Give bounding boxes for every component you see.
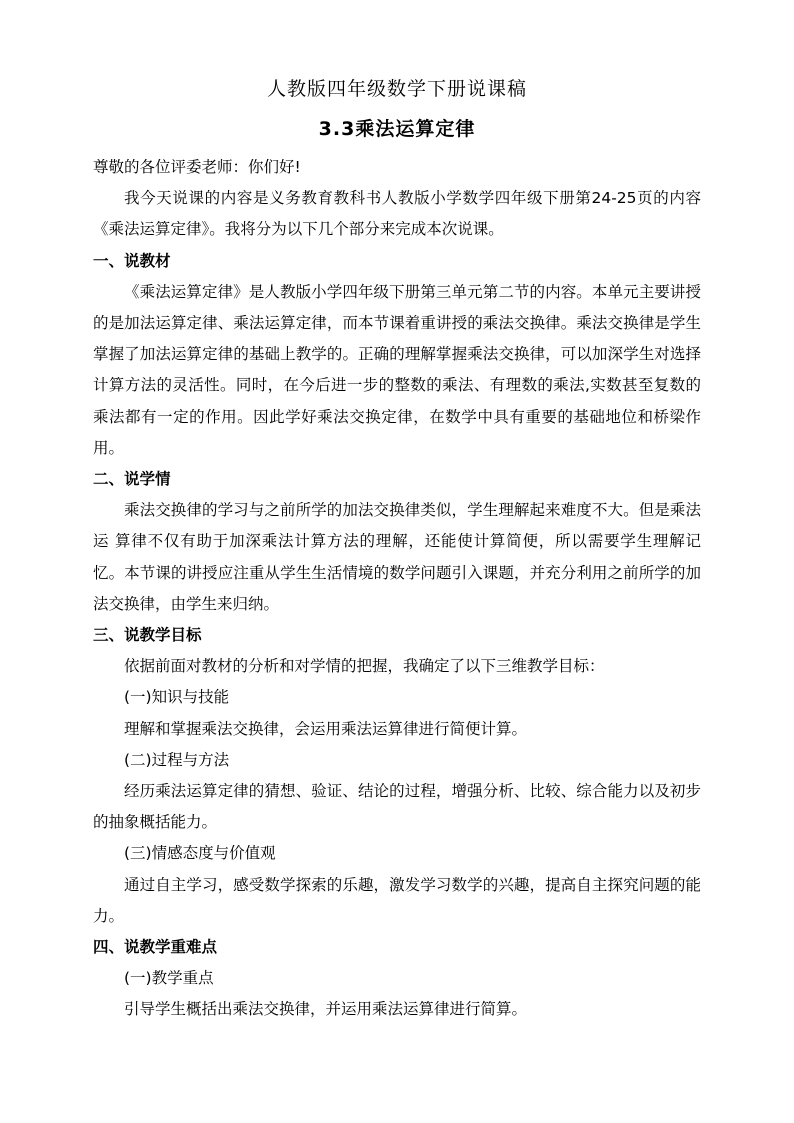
section-textbook-paragraph: 《乘法运算定律》是人教版小学四年级下册第三单元第二节的内容。本单元主要讲授的是加法运算定律、乘法运算定律，而本节课着重讲授的乘法交换律。乘法交换律是学生掌握了加法运算定律的基础上教学的。正确的理解掌握乘法交换律，可以加深学生对选择计算方法的灵活性。同时，在今后进一步的整数的乘法、有理数的乘法,实数甚至复数的乘法都有一定的作用。因此学好乘法交换定律，在数学中具有重要的基础地位和桥梁作用。 bbox=[93, 282, 701, 457]
objective-3-text: 通过自主学习，感受数学探索的乐趣，激发学习数学的兴趣，提高自主探究问题的能力。 bbox=[93, 875, 701, 925]
greeting: 尊敬的各位评委老师：你们好! bbox=[93, 158, 301, 176]
objective-3-title: (三)情感态度与价值观 bbox=[124, 844, 276, 863]
objective-1-title: (一)知识与技能 bbox=[124, 688, 230, 707]
key-point-1-title: (一)教学重点 bbox=[124, 969, 214, 988]
document-body bbox=[93, 152, 701, 1026]
document-title: 人教版四年级数学下册说课稿 bbox=[266, 78, 527, 100]
section-heading-textbook: 一、说教材 bbox=[93, 251, 171, 270]
objective-2-title: (二)过程与方法 bbox=[124, 750, 230, 769]
document-subtitle: 3.3乘法运算定律 bbox=[318, 118, 476, 140]
key-point-1-text: 引导学生概括出乘法交换律，并运用乘法运算律进行简算。 bbox=[124, 1000, 528, 1019]
objective-1-text: 理解和掌握乘法交换律，会运用乘法运算律进行简便计算。 bbox=[124, 719, 528, 738]
section-heading-key-points: 四、说教学重难点 bbox=[93, 938, 218, 957]
section-students-paragraph: 乘法交换律的学习与之前所学的加法交换律类似，学生理解起来难度不大。但是乘法运 算律不仅有助于加深乘法计算方法的理解，还能使计算简便，所以需要学生理解记忆。本节课的讲授应注重从学生生活情境的数学问题引入课题，并充分利用之前所学的加法交换律，由学生来归纳。 bbox=[93, 501, 701, 613]
intro-paragraph: 我今天说课的内容是义务教育教科书人教版小学数学四年级下册第24-25页的内容《乘法运算定律》。我将分为以下几个部分来完成本次说课。 bbox=[93, 189, 701, 239]
objectives-intro: 依据前面对教材的分析和对学情的把握，我确定了以下三维教学目标： bbox=[124, 657, 605, 676]
section-heading-students: 二、说学情 bbox=[93, 470, 171, 489]
section-heading-objectives: 三、说教学目标 bbox=[93, 626, 202, 645]
objective-2-text: 经历乘法运算定律的猜想、验证、结论的过程，增强分析、比较、综合能力以及初步的抽象概括能力。 bbox=[93, 782, 701, 832]
